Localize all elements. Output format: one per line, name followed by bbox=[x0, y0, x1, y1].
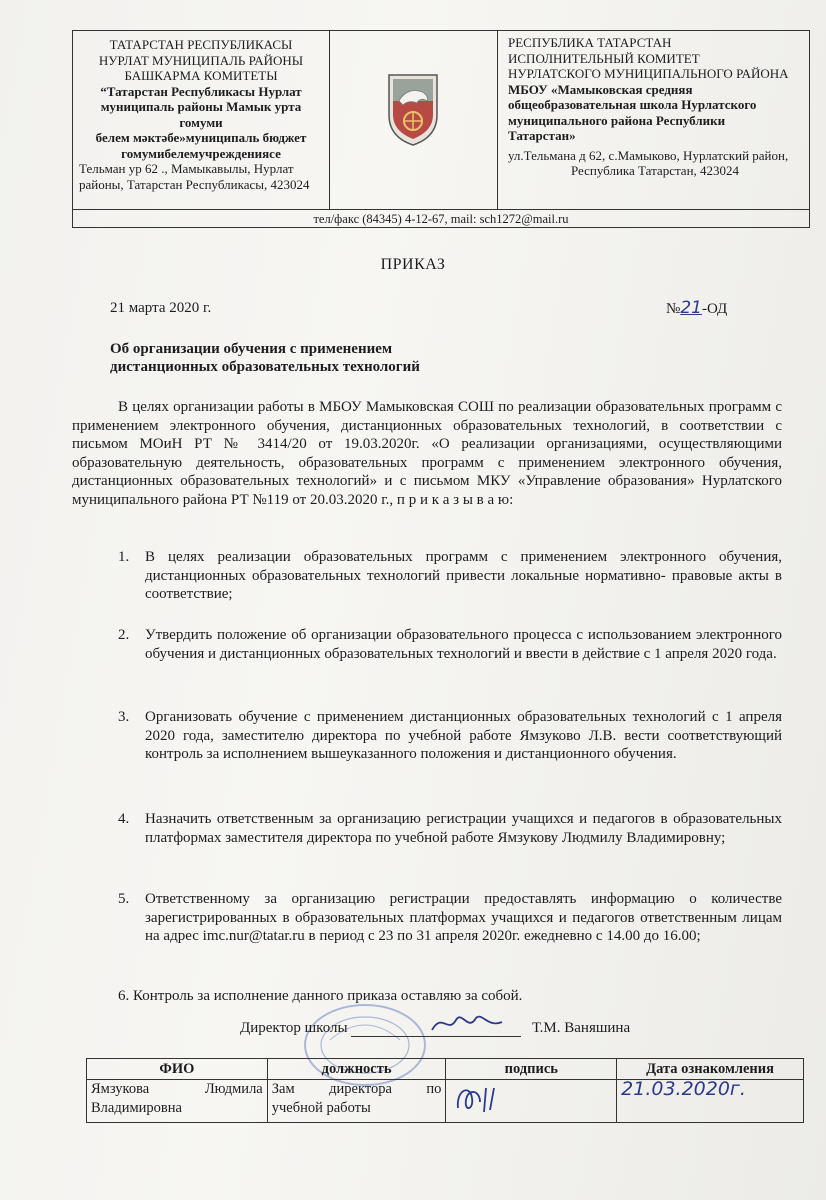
letterhead-line: Татарстан» bbox=[508, 128, 576, 143]
letterhead-line: ул.Тельмана д 62, с.Мамыково, Нурлатский район, bbox=[508, 147, 789, 163]
position-cell bbox=[267, 1080, 446, 1123]
order-number bbox=[666, 298, 727, 318]
document-title: ПРИКАЗ bbox=[380, 256, 446, 273]
item-text: Утвердить положение об организации образовательного процесса с использованием электронного обучения и дистанционных образовательных технологий и ввести в действие с 1 апреля 2020 года. bbox=[145, 627, 782, 662]
director-name: Т.М. Ваняшина bbox=[532, 1020, 631, 1036]
table-row bbox=[87, 1080, 804, 1123]
item-number: 2. bbox=[118, 627, 130, 643]
column-header: должность bbox=[267, 1059, 446, 1080]
signature-cell bbox=[446, 1080, 617, 1123]
letterhead-line: Тельман ур 62 ., Мамыкавылы, Нурлат bbox=[79, 161, 294, 176]
letterhead-russian bbox=[497, 31, 810, 209]
order-number-value: 21 bbox=[680, 298, 702, 318]
letterhead-line: НУРЛАТ МУНИЦИПАЛЬ РАЙОНЫ bbox=[98, 52, 304, 68]
subject-line: Об организации обучения с применением bbox=[110, 341, 393, 357]
item-text: В целях реализации образовательных программ с применением электронного обучения, дистанционных образовательных технологий привести локальные нормативно- правовые акты в соответствие; bbox=[145, 549, 782, 602]
letterhead-line: Республика Татарстан, 423024 bbox=[570, 163, 740, 178]
table-header-row bbox=[87, 1059, 804, 1080]
letterhead-line: ТАТАРСТАН РЕСПУБЛИКАСЫ bbox=[109, 37, 293, 52]
letterhead-line: муниципаль районы Мамык урта гомуми bbox=[100, 99, 302, 130]
position-line: учебной работы bbox=[271, 1100, 371, 1116]
order-number-prefix: № bbox=[666, 301, 681, 317]
date-cell bbox=[617, 1080, 804, 1123]
letterhead-tatar bbox=[73, 31, 330, 209]
order-item bbox=[118, 708, 782, 764]
subject-line: дистанционных образовательных технологий bbox=[110, 359, 420, 375]
position-line: Зам директора по bbox=[271, 1081, 442, 1097]
letterhead-line: гомумибелемучреждениясе bbox=[121, 145, 281, 161]
column-header: ФИО bbox=[87, 1059, 268, 1080]
director-signature-line bbox=[240, 1020, 670, 1037]
preamble: В целях организации работы в МБОУ Мамыковская СОШ по реализации образовательных программ с применением электронного обучения, дистанционных образовательных технологий, в соответствии с письмом МОиН РТ № 3414/20 от 19.03.2020г. «О реализации организациями, осуществляющими образовательную деятельность, образовательных программ с применением электронного обучения, дистанционных образовательных технологий» и с письмом МКУ «Управление образования» Нурлатского муниципального района РТ №119 от 20.03.2020 г., п р и к а з ы в а ю: bbox=[72, 399, 782, 508]
acknowledgement-table bbox=[86, 1058, 804, 1123]
order-date: 21 марта 2020 г. bbox=[110, 300, 212, 316]
item-number: 5. bbox=[118, 891, 130, 907]
letterhead-line: НУРЛАТСКОГО МУНИЦИПАЛЬНОГО РАЙОНА bbox=[508, 66, 789, 81]
director-role: Директор школы bbox=[240, 1020, 348, 1036]
acknowledgement-date: 21.03.2020г. bbox=[621, 1078, 746, 1100]
coat-of-arms-icon bbox=[385, 71, 441, 147]
coat-of-arms bbox=[329, 31, 497, 209]
item-number: 4. bbox=[118, 811, 130, 827]
letterhead-line: БАШКАРМА КОМИТЕТЫ bbox=[124, 68, 278, 83]
fio-line: Владимировна bbox=[91, 1100, 182, 1116]
column-header: подпись bbox=[446, 1059, 617, 1080]
letterhead-line: белем мәктәбе»муниципаль бюджет bbox=[95, 130, 307, 145]
handwritten-signature-icon bbox=[450, 1080, 520, 1116]
letterhead-line: муниципального района Республики bbox=[508, 112, 726, 128]
letterhead-line: МБОУ «Мамыковская средняя bbox=[508, 81, 693, 97]
contacts-line: тел/факс (84345) 4-12-67, mail: sch1272@mail.ru bbox=[73, 209, 809, 228]
item-text: Назначить ответственным за организацию регистрации учащихся и педагогов в образовательных платформах заместителя директора по учебной работе Ямзукову Людмилу Владимировну; bbox=[145, 811, 782, 846]
letterhead-line: общеобразовательная школа Нурлатского bbox=[508, 97, 757, 112]
letterhead-line: ИСПОЛНИТЕЛЬНЫЙ КОМИТЕТ bbox=[508, 50, 700, 66]
order-item bbox=[118, 890, 782, 946]
order-item bbox=[118, 810, 782, 847]
item-number: 1. bbox=[118, 549, 130, 565]
column-header: Дата ознакомления bbox=[617, 1059, 804, 1080]
fio-line: Ямзукова Людмила bbox=[91, 1081, 263, 1097]
letterhead bbox=[72, 30, 810, 228]
order-number-suffix: -ОД bbox=[701, 301, 728, 317]
letterhead-line: “Татарстан Республикасы Нурлат bbox=[100, 83, 302, 99]
letterhead-line: районы, Татарстан Республикасы, 423024 bbox=[79, 176, 310, 192]
order-item bbox=[118, 626, 782, 663]
order-subject bbox=[110, 340, 420, 376]
director-signature-icon bbox=[428, 1008, 508, 1038]
order-item-6: 6. Контроль за исполнение данного приказа оставляю за собой. bbox=[118, 988, 523, 1004]
item-text: Организовать обучение с применением дистанционных образовательных технологий с 1 апреля 2020 года, заместителю директора по учебной работе Ямзуково Л.В. вести соответствующий контроль за исполнением вышеуказанного положения и дистанционного обучения. bbox=[145, 709, 782, 762]
item-number: 3. bbox=[118, 709, 130, 725]
order-item bbox=[118, 548, 782, 604]
letterhead-line: РЕСПУБЛИКА ТАТАРСТАН bbox=[508, 35, 672, 50]
item-text: Ответственному за организацию регистрации предоставлять информацию о количестве зарегистрированных в образовательных платформах учащихся и педагогов ответственным лицам на адрес imc.nur@tatar.ru в период с 23 по 31 апреля 2020г. ежедневно с 14.00 до 16.00; bbox=[145, 891, 782, 944]
fio-cell bbox=[87, 1080, 268, 1123]
